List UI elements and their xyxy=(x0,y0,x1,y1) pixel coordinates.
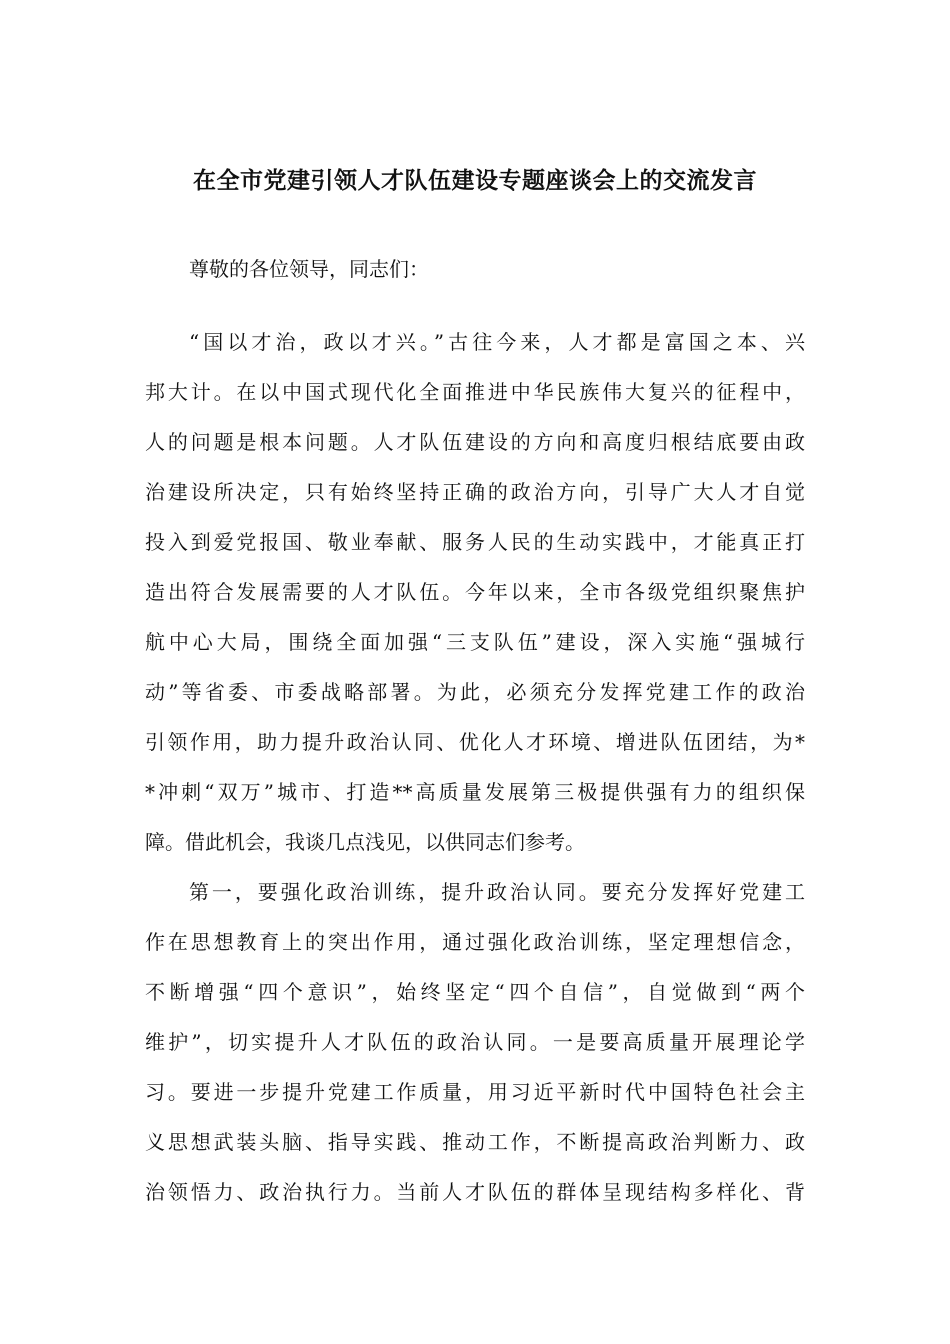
paragraph-line: 障。借此机会，我谈几点浅见，以供同志们参考。 xyxy=(145,830,585,854)
paragraph-line: 邦大计。在以中国式现代化全面推进中华民族伟大复兴的征程中， xyxy=(145,380,805,404)
document-title: 在全市党建引领人才队伍建设专题座谈会上的交流发言 xyxy=(193,167,757,194)
paragraph-line: 人的问题是根本问题。人才队伍建设的方向和高度归根结底要由政 xyxy=(145,430,805,454)
paragraph-line: 第一，要强化政治训练，提升政治认同。要充分发挥好党建工 xyxy=(189,880,805,904)
paragraph-line: “国以才治，政以才兴。”古往今来，人才都是富国之本、兴 xyxy=(189,330,805,354)
paragraph-line: 造出符合发展需要的人才队伍。今年以来，全市各级党组织聚焦护 xyxy=(145,580,805,604)
paragraph-line: 不断增强“四个意识”，始终坚定“四个自信”，自觉做到“两个 xyxy=(145,980,805,1004)
paragraph-line: 引领作用，助力提升政治认同、优化人才环境、增进队伍团结，为* xyxy=(145,730,805,754)
paragraph-line: 投入到爱党报国、敬业奉献、服务人民的生动实践中，才能真正打 xyxy=(145,530,805,554)
paragraph-line: 治建设所决定，只有始终坚持正确的政治方向，引导广大人才自觉 xyxy=(145,480,805,504)
paragraph-line: *冲刺“双万”城市、打造**高质量发展第三极提供强有力的组织保 xyxy=(145,780,805,804)
paragraph-line: 作在思想教育上的突出作用，通过强化政治训练，坚定理想信念， xyxy=(145,930,805,954)
paragraph-line: 习。要进一步提升党建工作质量，用习近平新时代中国特色社会主 xyxy=(145,1080,805,1104)
salutation: 尊敬的各位领导，同志们： xyxy=(189,257,429,281)
paragraph-line: 动”等省委、市委战略部署。为此，必须充分发挥党建工作的政治 xyxy=(145,680,805,704)
paragraph-line: 航中心大局，围绕全面加强“三支队伍”建设，深入实施“强城行 xyxy=(145,630,805,654)
paragraph-line: 义思想武装头脑、指导实践、推动工作，不断提高政治判断力、政 xyxy=(145,1130,805,1154)
paragraph-line: 维护”，切实提升人才队伍的政治认同。一是要高质量开展理论学 xyxy=(145,1030,805,1054)
paragraph-line: 治领悟力、政治执行力。当前人才队伍的群体呈现结构多样化、背 xyxy=(145,1180,805,1204)
